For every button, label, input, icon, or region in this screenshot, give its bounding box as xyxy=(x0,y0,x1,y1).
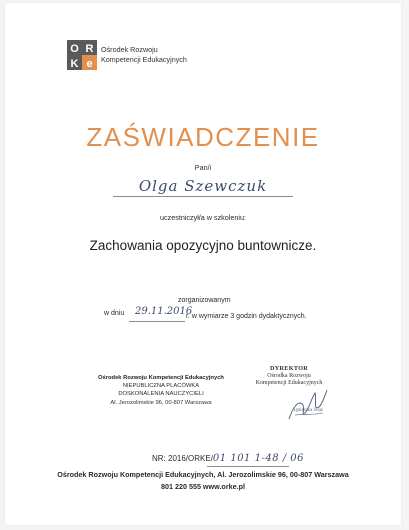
name-underline xyxy=(113,196,293,197)
director-caption: Agnieszka Staje xyxy=(292,408,324,413)
salutation: Pan/i xyxy=(194,163,212,172)
hours-text: r. w wymiarze 3 godzin dydaktycznych. xyxy=(186,313,307,320)
date-value: 29.11.2016 xyxy=(135,306,193,317)
logo-letter-o: O xyxy=(70,43,79,55)
logo-name xyxy=(101,45,187,65)
recipient-name: Olga Szewczuk xyxy=(138,177,268,195)
training-name: Zachowania opozycyjno buntownicze. xyxy=(89,238,317,253)
certificate-page xyxy=(5,3,401,525)
logo-letter-r: R xyxy=(85,43,94,55)
institution-stamp xyxy=(91,374,231,407)
director-line2: Kompetencji Edukacyjnych xyxy=(255,380,323,386)
stamp-line3: DOSKONALENIA NAUCZYCIELI xyxy=(118,391,204,398)
participated-text: uczestniczył/a w szkoleniu: xyxy=(160,213,246,222)
footer-address: Ośrodek Rozwoju Kompetencji Edukacyjnych, Al. Jerozolimskie 96, 00-807 Warszawa xyxy=(57,470,349,479)
number-value: 01 101 1-48 / 06 xyxy=(212,453,305,464)
certificate-title: ZAŚWIADCZENIE xyxy=(86,122,320,152)
orke-logo-icon xyxy=(67,40,97,70)
logo-letter-e: e xyxy=(86,58,93,70)
number-label: NR: 2016/ORKE/ xyxy=(152,454,213,463)
stamp-line4: Al. Jerozolimskie 96, 00-807 Warszawa xyxy=(110,399,212,406)
logo-name-line1: Ośrodek Rozwoju xyxy=(101,45,158,54)
stamp-line2: NIEPUBLICZNA PLACÓWKA xyxy=(122,383,200,390)
logo-letter-k: K xyxy=(70,58,79,70)
number-underline xyxy=(207,466,289,467)
logo-name-line2: Kompetencji Edukacyjnych xyxy=(101,55,187,64)
certificate-number xyxy=(152,453,304,464)
organized-text: zorganizowanym xyxy=(178,297,231,304)
date-underline xyxy=(129,321,185,322)
footer-contact: 801 220 555 www.orke.pl xyxy=(160,482,246,491)
director-line1: Ośrodka Rozwoju xyxy=(267,372,311,379)
date-prefix: w dniu xyxy=(104,310,125,317)
director-signature-icon xyxy=(283,385,333,425)
director-role: DYREKTOR xyxy=(269,365,309,372)
stamp-line1: Ośrodek Rozwoju Kompetencji Edukacyjnych xyxy=(98,375,224,381)
